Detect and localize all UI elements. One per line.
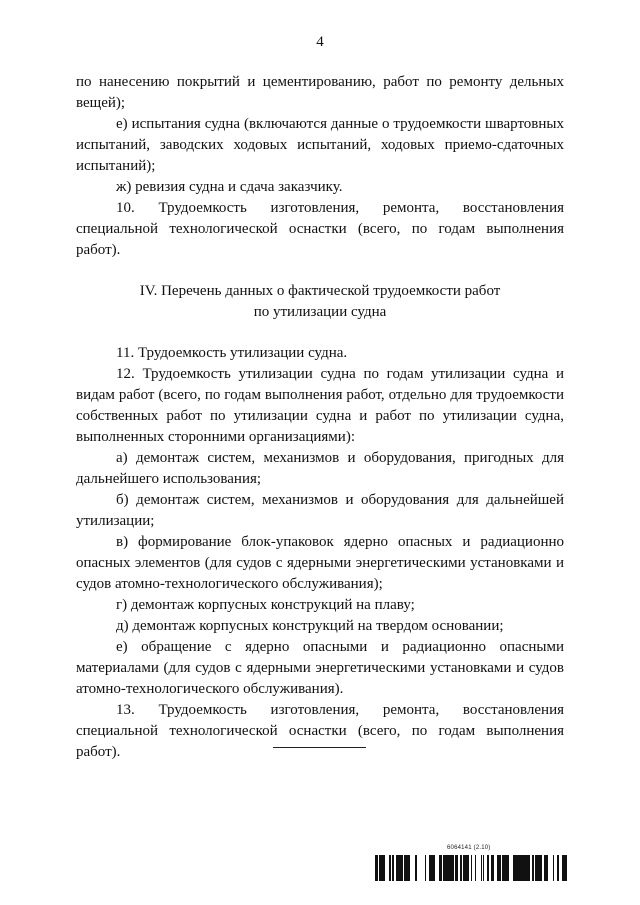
end-divider bbox=[273, 747, 366, 748]
document-body bbox=[76, 72, 564, 763]
section-heading bbox=[76, 281, 564, 323]
paragraph: ж) ревизия судна и сдача заказчику. bbox=[116, 179, 343, 195]
page-number: 4 bbox=[316, 34, 324, 50]
paragraph: б) демонтаж систем, механизмов и оборудования для дальнейшей утилизации; bbox=[76, 492, 564, 529]
section-heading-line: IV. Перечень данных о фактической трудоемкости работ bbox=[139, 283, 501, 299]
paragraph: в) формирование блок-упаковок ядерно опасных и радиационно опасных элементов (для судов с ядерными энергетическими установками и судов атомно-технологического обслуживания); bbox=[76, 534, 564, 592]
barcode-icon bbox=[366, 855, 569, 881]
paragraph: г) демонтаж корпусных конструкций на плаву; bbox=[116, 597, 415, 613]
paragraph: 10. Трудоемкость изготовления, ремонта, восстановления специальной технологической оснастки (всего, по годам выполнения работ). bbox=[76, 200, 564, 258]
paragraph: а) демонтаж систем, механизмов и оборудования, пригодных для дальнейшего использования; bbox=[76, 450, 564, 487]
paragraph: 13. Трудоемкость изготовления, ремонта, восстановления специальной технологической оснастки (всего, по годам выполнения работ). bbox=[76, 702, 564, 760]
paragraph: е) испытания судна (включаются данные о трудоемкости швартовных испытаний, заводских ходовых испытаний, ходовых приемо-сдаточных испытаний); bbox=[76, 116, 564, 174]
paragraph: 12. Трудоемкость утилизации судна по годам утилизации судна и видам работ (всего, по годам выполнения работ, отдельно для трудоемкости собственных работ по утилизации судна и работ по утилизации судна, выполненных сторонними организациями): bbox=[76, 366, 564, 445]
paragraph: 11. Трудоемкость утилизации судна. bbox=[116, 345, 348, 361]
paragraph: д) демонтаж корпусных конструкций на твердом основании; bbox=[116, 618, 504, 634]
section-heading-line: по утилизации судна bbox=[253, 304, 387, 320]
paragraph: е) обращение с ядерно опасными и радиационно опасными материалами (для судов с ядерными энергетическими установками и судов атомно-технологического обслуживания). bbox=[76, 639, 564, 697]
paragraph: по нанесению покрытий и цементированию, работ по ремонту дельных вещей); bbox=[76, 74, 564, 111]
document-code: 6064141 (2.10) bbox=[447, 845, 491, 851]
